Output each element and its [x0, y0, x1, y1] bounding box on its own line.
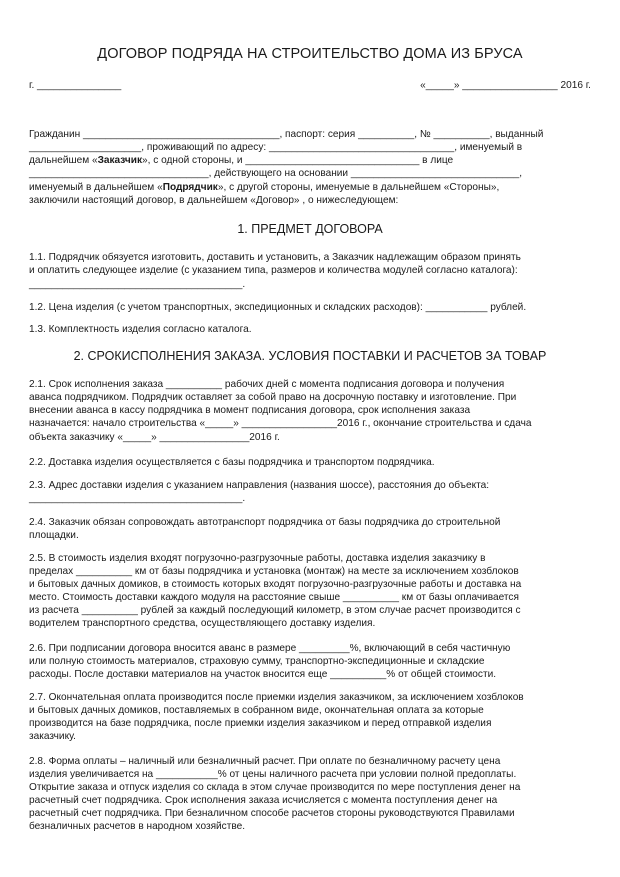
- section-2-heading: 2. СРОКИСПОЛНЕНИЯ ЗАКАЗА. УСЛОВИЯ ПОСТАВКИ И РАСЧЕТОВ ЗА ТОВАР: [73, 349, 547, 363]
- parties-line: Гражданин ___________________________________, паспорт: серия __________, № __________, выданный: [29, 129, 544, 140]
- clause-2-4: 2.4. Заказчик обязан сопровождать автотранспорт подрядчика от базы подрядчика до строительной: [29, 517, 501, 528]
- clause-2-6: 2.6. При подписании договора вносится аванс в размере _________%, включающий в себя частичную: [29, 643, 511, 654]
- clause-2-6: или полную стоимость материалов, страховую сумму, транспортно-экспедиционные и складские: [29, 656, 485, 667]
- clause-2-1: внесении аванса в кассу подрядчика в момент подписания договора, срок исполнения заказа: [29, 405, 471, 416]
- parties-line: ____________________, проживающий по адресу: _________________________________, именуемый в: [29, 142, 523, 153]
- clause-2-5: пределах __________ км от базы подрядчика и установка (монтаж) на месте за исключением хозблоков: [29, 566, 519, 577]
- clause-2-5: 2.5. В стоимость изделия входят погрузочно-разгрузочные работы, доставка изделия заказчику в: [29, 553, 486, 564]
- clause-2-6: расходы. После доставки материалов на участок вносится еще __________% от общей стоимости.: [29, 669, 497, 680]
- section-1-heading: 1. ПРЕДМЕТ ДОГОВОРА: [237, 222, 383, 236]
- clause-2-8: расчетный счет подрядчика. Срок исполнения заказа исчисляется с момента поступления денег на: [29, 795, 498, 806]
- clause-2-8: изделия увеличивается на ___________% от цены наличного расчета при условии полной предоплаты.: [29, 769, 517, 780]
- clause-2-5: из расчета __________ рублей за каждый последующий километр, в этом случае расчет производится с: [29, 605, 521, 616]
- date-line: «_____» _________________ 2016 г.: [420, 80, 591, 91]
- clause-1-1: и оплатить следующее изделие (с указанием типа, размеров и количества модулей согласно каталога):: [29, 265, 518, 276]
- clause-2-7: и бытовых дачных домиков, поставляемых в собранном виде, окончательная оплата за которые: [29, 705, 484, 716]
- clause-2-2: 2.2. Доставка изделия осуществляется с базы подрядчика и транспортом подрядчика.: [29, 457, 435, 468]
- clause-2-4: площадки.: [29, 530, 79, 541]
- parties-line: ________________________________, действующего на основании ______________________________,: [29, 168, 523, 179]
- document-title: ДОГОВОР ПОДРЯДА НА СТРОИТЕЛЬСТВО ДОМА ИЗ БРУСА: [97, 46, 523, 62]
- parties-line: именуемый в дальнейшем «Подрядчик», с другой стороны, именуемые в дальнейшем «Стороны»,: [29, 182, 500, 193]
- place-line: г. _______________: [29, 80, 122, 91]
- clause-1-3: 1.3. Комплектность изделия согласно каталога.: [29, 324, 252, 335]
- clause-2-8: безналичных расчетов в народном хозяйстве.: [29, 821, 246, 832]
- clause-2-8: 2.8. Форма оплаты – наличный или безналичный расчет. При оплате по безналичному расчету цена: [29, 756, 501, 767]
- clause-2-5: водителем транспортного средства, осуществляющего доставку изделия.: [29, 618, 376, 629]
- clause-2-1: объекта заказчику «_____» ________________2016 г.: [29, 432, 280, 443]
- clause-2-5: и бытовых дачных домиков, в стоимость которых входят погрузочно-разгрузочные работы и доставка на: [29, 579, 522, 590]
- clause-1-1: 1.1. Подрядчик обязуется изготовить, доставить и установить, а Заказчик надлежащим образом принять: [29, 252, 521, 263]
- clause-2-5: место. Стоимость доставки каждого модуля на расстояние свыше __________ км от базы оплачивается: [29, 592, 519, 603]
- parties-line: дальнейшем «Заказчик», с одной стороны, и _______________________________ в лице: [29, 155, 454, 166]
- clause-2-3: 2.3. Адрес доставки изделия с указанием направления (названия шоссе), расстояния до объекта:: [29, 480, 490, 491]
- clause-2-1: аванса подрядчиком. Подрядчик оставляет за собой право на досрочную поставку и изготовление. При: [29, 392, 517, 403]
- clause-2-7: 2.7. Окончательная оплата производится после приемки изделия заказчиком, за исключением хозблоков: [29, 692, 524, 703]
- clause-2-1: 2.1. Срок исполнения заказа __________ рабочих дней с момента подписания договора и получения: [29, 379, 505, 390]
- clause-2-7: заказчику.: [29, 731, 76, 742]
- clause-2-7: производится на базе подрядчика, после приемки изделия заказчиком и перед отправкой изделия: [29, 718, 492, 729]
- clause-1-1: ______________________________________.: [29, 279, 246, 290]
- clause-2-1: назначается: начало строительства «_____» _________________2016 г., окончание строительства и сдача: [29, 418, 532, 429]
- parties-line: заключили настоящий договор, в дальнейшем «Договор» , о нижеследующем:: [29, 195, 399, 206]
- clause-2-8: расчетный счет подрядчика. При безналичном способе расчетов стороны руководствуются Правилами: [29, 808, 515, 819]
- clause-2-8: Открытие заказа и отпуск изделия со склада в этом случае производится по мере поступления денег на: [29, 782, 521, 793]
- clause-2-3: ______________________________________.: [29, 493, 246, 504]
- clause-1-2: 1.2. Цена изделия (с учетом транспортных, экспедиционных и складских расходов): ___________ рублей.: [29, 302, 527, 313]
